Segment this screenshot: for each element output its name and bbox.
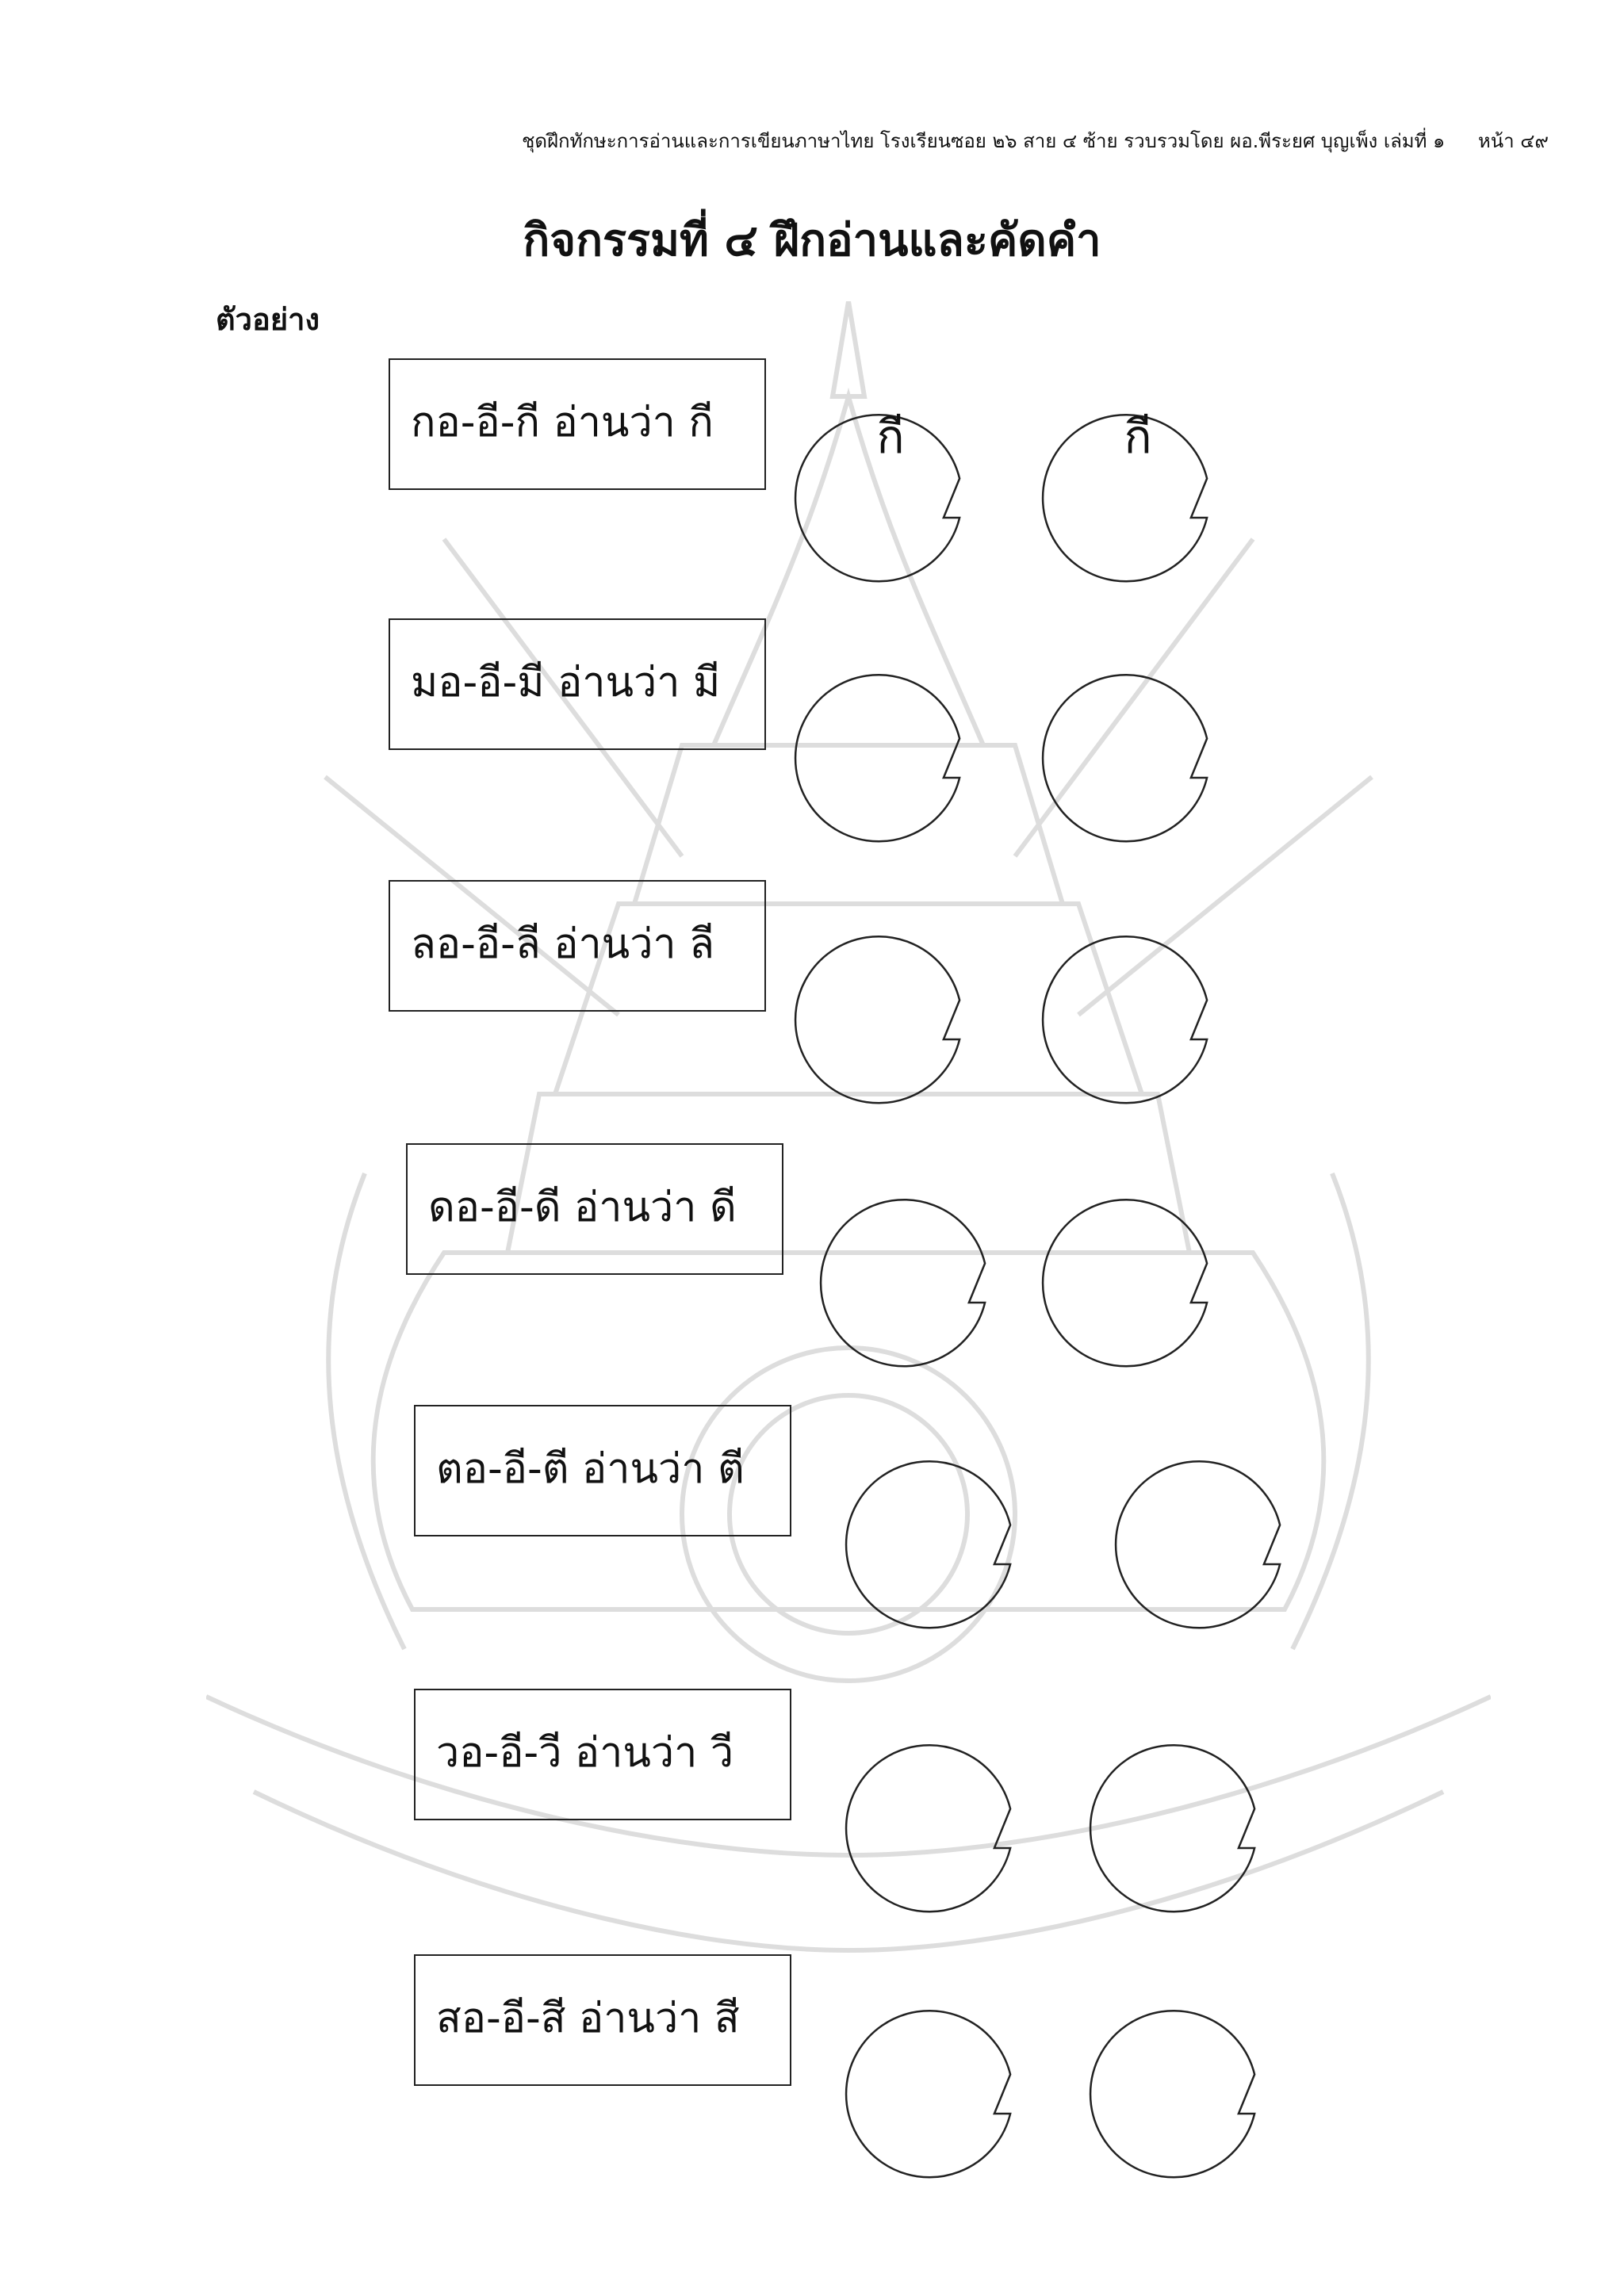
reading-box: ตอ-อี-ตี อ่านว่า ตี [414,1405,791,1536]
bubble-answer [833,1138,999,1305]
bubble-answer [858,1684,1025,1850]
example-label: ตัวอย่าง [216,302,320,337]
bubble-answer [1128,1400,1294,1567]
bubble-answer [858,1400,1025,1567]
answer-bubble[interactable] [1055,1138,1237,1321]
reading-box: กอ-อี-กี อ่านว่า กี [389,358,766,490]
bubble-answer [858,1950,1025,2116]
answer-bubble[interactable] [1055,875,1237,1058]
answer-bubble[interactable] [833,1138,1015,1321]
page-number: หน้า ๔๙ [1477,130,1549,152]
reading-box: สอ-อี-สี อ่านว่า สี [414,1954,791,2086]
answer-bubble[interactable] [1055,614,1237,796]
answer-bubble[interactable] [1102,1684,1285,1866]
answer-bubble[interactable] [858,1950,1040,2132]
answer-bubble[interactable] [1055,354,1237,536]
bubble-answer: กี [876,410,905,464]
bubble-answer [1055,614,1221,780]
reading-box: วอ-อี-วี อ่านว่า วี [414,1689,791,1820]
page-header [495,125,1549,156]
bubble-answer [1055,1138,1221,1305]
answer-bubble[interactable] [807,875,990,1058]
answer-bubble[interactable] [858,1400,1040,1582]
reading-box: มอ-อี-มี อ่านว่า มี [389,618,766,750]
bubble-answer [807,614,974,780]
answer-bubble[interactable] [807,354,990,536]
answer-bubble[interactable] [807,614,990,796]
header-text: ชุดฝึกทักษะการอ่านและการเขียนภาษาไทย โรงเรียนซอย ๒๖ สาย ๔ ซ้าย รวบรวมโดย ผอ.พีระยศ บุญเพ็ง เล่มที่ ๑ [522,130,1446,152]
reading-box: ลอ-อี-ลี อ่านว่า ลี [389,880,766,1012]
bubble-answer [1055,875,1221,1042]
answer-bubble[interactable] [858,1684,1040,1866]
bubble-answer [1102,1684,1269,1850]
bubble-answer [807,875,974,1042]
reading-box: ดอ-อี-ดี อ่านว่า ดี [406,1143,783,1275]
answer-bubble[interactable] [1102,1950,1285,2132]
bubble-answer [1102,1950,1269,2116]
bubble-answer: กี [1124,410,1152,464]
page-title: กิจกรรมที่ ๔ ฝึกอ่านและคัดคำ [523,215,1101,266]
answer-bubble[interactable] [1128,1400,1310,1582]
